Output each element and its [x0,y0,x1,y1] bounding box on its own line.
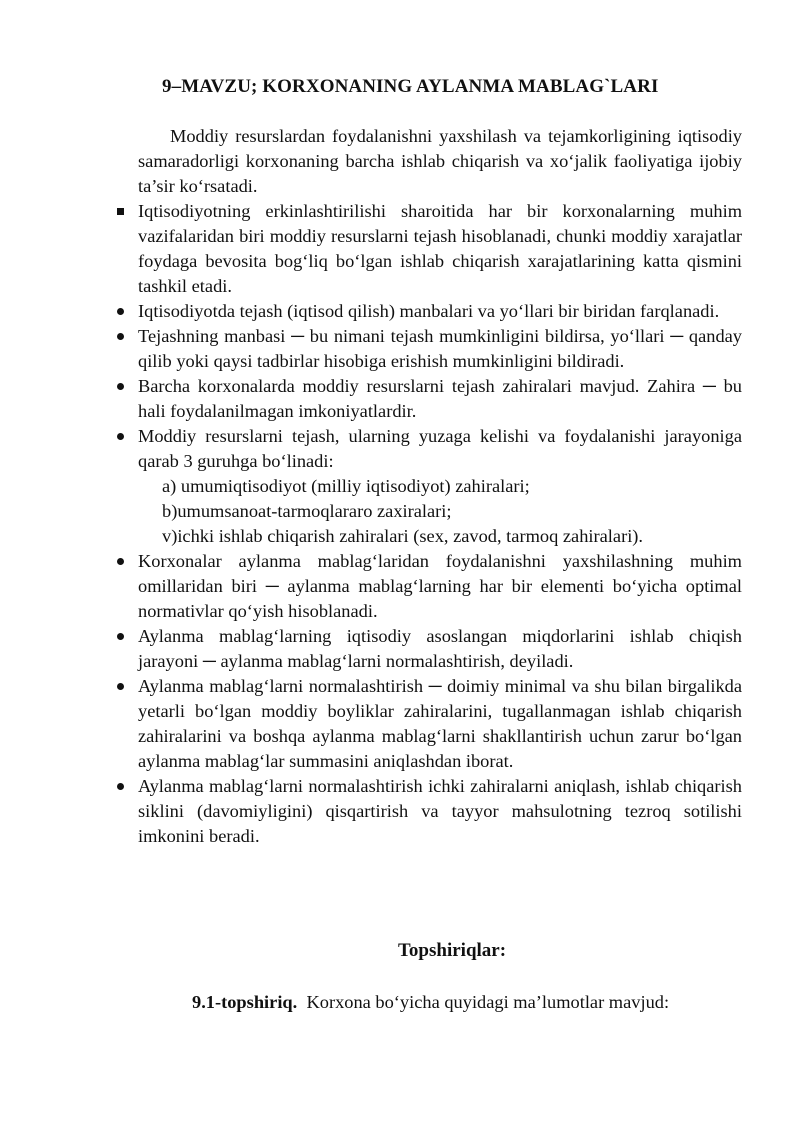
round-bullet-icon [114,549,126,574]
sub-item: v)ichki ishlab chiqarish zahiralari (sex, zavod, tarmoq zahiralari). [162,526,644,546]
round-bullet-icon [114,324,126,349]
list-item [112,424,742,549]
list-item [112,624,742,674]
list-item-text: Aylanma mablag‘larni normalashtirish ─ doimiy minimal va shu bilan birgalikda yetarli bo‘lgan moddiy boyliklar zahiralarini, tugallanmagan ishlab chiqarish zahiralarini va boshqa aylanma mablag‘larni shakllantirish uchun zarur bo‘lgan aylanma mablag‘lar summasini aniqlashdan iborat. [138,676,742,771]
page-title: 9–MAVZU; KORXONANING AYLANMA MABLAG`LARI [162,76,659,97]
list-item-text: Tejashning manbasi ─ bu nimani tejash mumkinligini bildirsa, yo‘llari ─ qanday qilib yoki qaysi tadbirlar hisobiga erishish mumkinligini bildiradi. [138,326,742,371]
list-item [112,674,742,774]
list-item-text: Iqtisodiyotda tejash (iqtisod qilish) manbalari va yo‘llari bir biridan farqlanadi. [138,301,720,321]
list-item-text: Aylanma mablag‘larning iqtisodiy asoslangan miqdorlarini ishlab chiqish jarayoni ─ aylanma mablag‘larni normalashtirish, deyiladi. [138,626,742,671]
list-item [112,774,742,849]
round-bullet-icon [114,424,126,449]
list-item [112,549,742,624]
sub-item: b)umumsanoat-tarmoqlararo zaxiralari; [162,501,452,521]
round-bullet-icon [114,374,126,399]
bullet-list [112,199,742,849]
list-item-text: Aylanma mablag‘larni normalashtirish ichki zahiralarni aniqlash, ishlab chiqarish siklini (davomiyligini) qisqartirish va tayyor mahsulotning tezroq sotilishi imkonini beradi. [138,776,742,846]
sub-item: a) umumiqtisodiyot (milliy iqtisodiyot) zahiralari; [162,476,530,496]
round-bullet-icon [114,774,126,799]
round-bullet-icon [114,624,126,649]
square-bullet-icon [114,199,126,224]
list-item [112,199,742,299]
list-item [112,324,742,374]
list-item-text: Iqtisodiyotning erkinlashtirilishi sharoitida har bir korxonalarning muhim vazifalaridan biri moddiy resurslarni tejash hisoblanadi, chunki moddiy xarajatlar foydaga bevosita bog‘liq bo‘lgan ishlab chiqarish xarajatlarining katta qismini tashkil etadi. [138,201,742,296]
list-item-text: Korxonalar aylanma mablag‘laridan foydalanishni yaxshilashning muhim omillaridan biri ─ aylanma mablag‘larning har bir elementi bo‘yicha optimal normativlar qo‘yish hisoblanadi. [138,551,742,621]
list-item [112,299,742,324]
list-item-text: Barcha korxonalarda moddiy resurslarni tejash zahiralari mavjud. Zahira ─ bu hali foydalanilmagan imkoniyatlardir. [138,376,742,421]
list-item-text: Moddiy resurslarni tejash, ularning yuzaga kelishi va foydalanishi jarayoniga qarab 3 guruhga bo‘linadi: [138,426,742,471]
task-text: Korxona bo‘yicha quyidagi ma’lumotlar mavjud: [306,992,670,1012]
round-bullet-icon [114,674,126,699]
tasks-heading: Topshiriqlar: [398,940,507,961]
list-item [112,374,742,424]
round-bullet-icon [114,299,126,324]
task-label: 9.1-topshiriq. [192,992,298,1012]
task-paragraph [132,990,692,1015]
intro-paragraph: Moddiy resurslardan foydalanishni yaxshilash va tejamkorligining iqtisodiy samaradorligi korxonaning barcha ishlab chiqarish va xo‘jalik faoliyatiga ijobiy ta’sir ko‘rsatadi. [138,126,742,196]
